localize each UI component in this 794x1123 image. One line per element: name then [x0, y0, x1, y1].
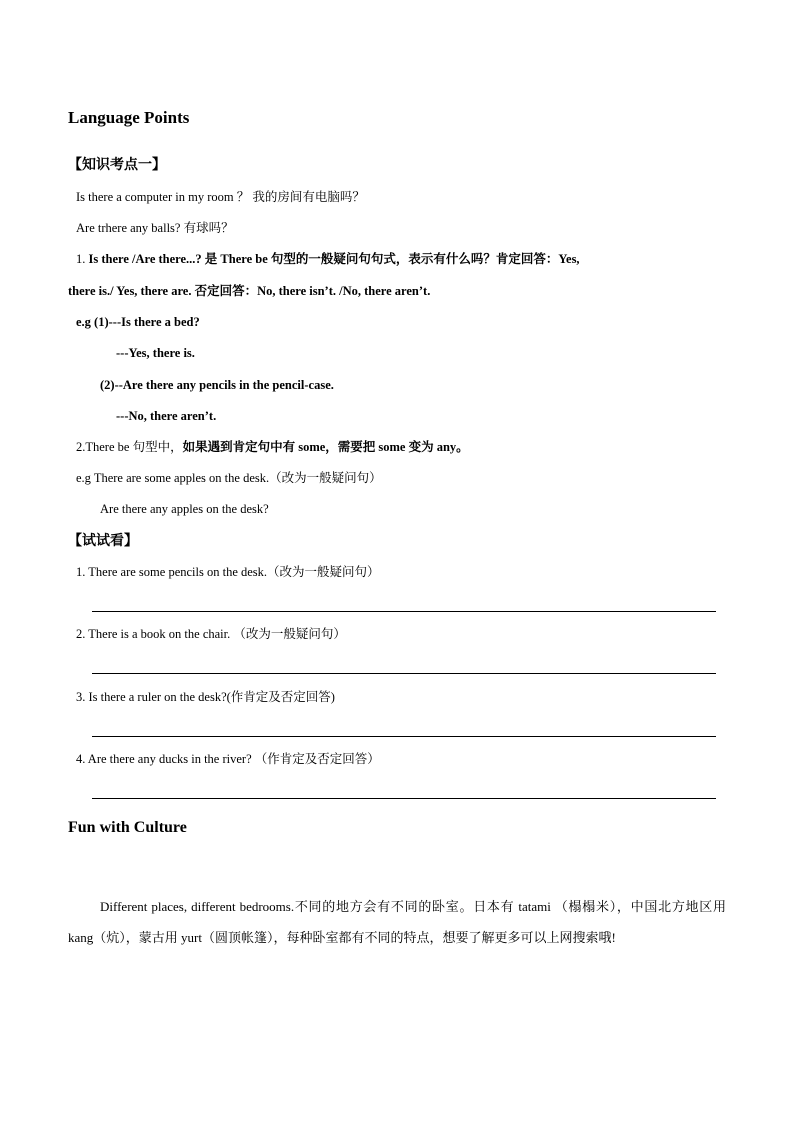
answer-line-1[interactable] [92, 611, 716, 612]
example-2-answer: ---No, there aren’t. [116, 409, 217, 423]
point-2-lead: 2.There be 句型中， [76, 440, 183, 454]
point-2-line [76, 441, 469, 454]
example-question-1: Is there a computer in my room ？ 我的房间有电脑吗？ [76, 190, 365, 204]
point-2-example-question: e.g There are some apples on the desk.（改为一般疑问句） [76, 471, 382, 485]
point-1-line-2: there is./ Yes, there are. 否定回答：No, there isn’t. /No, there aren’t. [68, 284, 431, 298]
example-1-answer: ---Yes, there is. [116, 346, 195, 360]
answer-line-4[interactable] [92, 798, 716, 799]
fun-with-culture-title: Fun with Culture [68, 819, 187, 836]
try-it-header: 【试试看】 [68, 533, 138, 549]
culture-paragraph-text: Different places, different bedrooms.不同的地方会有不同的卧室。日本有 tatami （榻榻米），中国北方地区用 kang（炕），蒙古用 yurt（圆顶帐篷），每种卧室都有不同的特点，想要了解更多可以上网搜索哦! [68, 899, 726, 945]
point-2-rule: 如果遇到肯定句中有 some，需要把 some 变为 any。 [182, 440, 469, 454]
point-1-line-1 [76, 253, 580, 266]
example-1-question: e.g (1)---Is there a bed? [76, 315, 200, 329]
exercise-2: 2. There is a book on the chair. （改为一般疑问句） [76, 627, 346, 641]
example-question-2: Are trhere any balls? 有球吗？ [76, 221, 234, 235]
language-points-title: Language Points [68, 108, 190, 127]
culture-paragraph [68, 891, 726, 953]
knowledge-point-header: 【知识考点一】 [68, 157, 166, 173]
exercise-3: 3. Is there a ruler on the desk?(作肯定及否定回答) [76, 690, 335, 704]
answer-line-3[interactable] [92, 736, 716, 737]
point-1-number: 1. [76, 252, 89, 266]
exercise-1: 1. There are some pencils on the desk.（改为一般疑问句） [76, 565, 380, 579]
point-2-example-answer: Are there any apples on the desk? [100, 502, 269, 516]
point-1-text: Is there /Are there...? 是 There be 句型的一般疑问句句式，表示有什么吗？肯定回答：Yes, [88, 252, 580, 266]
example-2-question: (2)--Are there any pencils in the pencil-case. [100, 378, 334, 392]
exercise-4: 4. Are there any ducks in the river? （作肯定及否定回答） [76, 752, 380, 766]
answer-line-2[interactable] [92, 673, 716, 674]
